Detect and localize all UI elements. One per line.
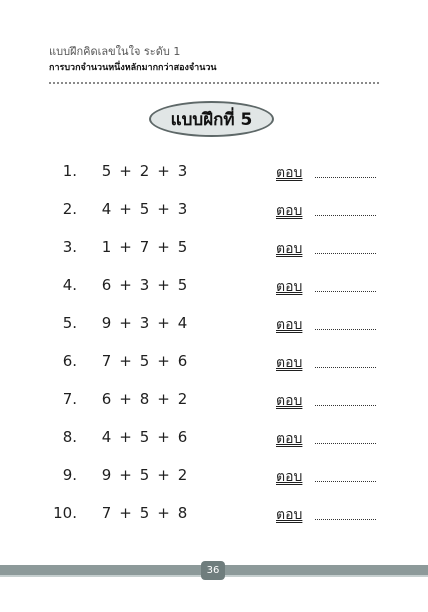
- operand: 5: [177, 276, 188, 294]
- operand: 7: [101, 352, 112, 370]
- problem-expression: [97, 314, 192, 332]
- problem-expression: [97, 466, 192, 484]
- problem-number: 4.: [62, 276, 77, 294]
- answer-label: ตอบ: [276, 203, 303, 219]
- problem-row: [0, 190, 428, 228]
- problem-number: 7.: [62, 390, 77, 408]
- problem-expression: [97, 162, 192, 180]
- operator: +: [119, 352, 132, 370]
- answer-label: ตอบ: [276, 431, 303, 447]
- operand: 3: [177, 200, 188, 218]
- problem-expression: [97, 428, 192, 446]
- operand: 6: [101, 276, 112, 294]
- operand: 9: [101, 466, 112, 484]
- answer-blank-line[interactable]: [315, 253, 376, 254]
- operator: +: [157, 200, 170, 218]
- problem-row: [0, 380, 428, 418]
- operand: 7: [101, 504, 112, 522]
- problem-expression: [97, 352, 192, 370]
- problem-expression: [97, 390, 192, 408]
- answer-blank-line[interactable]: [315, 443, 376, 444]
- operand: 7: [139, 238, 150, 256]
- answer-blank-line[interactable]: [315, 177, 376, 178]
- operand: 3: [139, 314, 150, 332]
- answer-blank-line[interactable]: [315, 215, 376, 216]
- operand: 4: [177, 314, 188, 332]
- answer-blank-line[interactable]: [315, 329, 376, 330]
- problem-row: [0, 342, 428, 380]
- problem-list: [0, 152, 428, 532]
- operator: +: [119, 428, 132, 446]
- operator: +: [157, 504, 170, 522]
- operator: +: [157, 352, 170, 370]
- answer-blank-line[interactable]: [315, 405, 376, 406]
- answer-blank-line[interactable]: [315, 367, 376, 368]
- problem-expression: [97, 238, 192, 256]
- operand: 2: [139, 162, 150, 180]
- problem-expression: [97, 200, 192, 218]
- problem-number: 6.: [62, 352, 77, 370]
- answer-label: ตอบ: [276, 393, 303, 409]
- problem-number: 1.: [62, 162, 77, 180]
- answer-label: ตอบ: [276, 469, 303, 485]
- worksheet-subtitle: การบวกจำนวนหนึ่งหลักมากกว่าสองจำนวน: [49, 63, 217, 73]
- operand: 3: [139, 276, 150, 294]
- operator: +: [119, 276, 132, 294]
- operator: +: [119, 466, 132, 484]
- problem-number: 5.: [62, 314, 77, 332]
- problem-row: [0, 494, 428, 532]
- operator: +: [157, 466, 170, 484]
- operator: +: [119, 238, 132, 256]
- answer-blank-line[interactable]: [315, 481, 376, 482]
- operand: 4: [101, 428, 112, 446]
- operator: +: [119, 162, 132, 180]
- answer-label: ตอบ: [276, 279, 303, 295]
- operand: 5: [101, 162, 112, 180]
- operator: +: [119, 200, 132, 218]
- operand: 5: [177, 238, 188, 256]
- problem-number: 2.: [62, 200, 77, 218]
- page-header: [49, 45, 379, 74]
- operator: +: [119, 504, 132, 522]
- operator: +: [157, 162, 170, 180]
- operand: 4: [101, 200, 112, 218]
- header-divider: [49, 82, 379, 84]
- problem-row: [0, 228, 428, 266]
- operand: 8: [177, 504, 188, 522]
- operand: 8: [139, 390, 150, 408]
- operand: 5: [139, 466, 150, 484]
- operand: 9: [101, 314, 112, 332]
- operand: 6: [177, 428, 188, 446]
- operand: 2: [177, 466, 188, 484]
- problem-row: [0, 152, 428, 190]
- operator: +: [119, 390, 132, 408]
- problem-row: [0, 304, 428, 342]
- operand: 5: [139, 504, 150, 522]
- answer-label: ตอบ: [276, 507, 303, 523]
- operand: 1: [101, 238, 112, 256]
- problem-expression: [97, 504, 192, 522]
- problem-row: [0, 418, 428, 456]
- answer-label: ตอบ: [276, 241, 303, 257]
- series-title: แบบฝึกคิดเลขในใจ ระดับ 1: [49, 45, 181, 58]
- operand: 5: [139, 352, 150, 370]
- operand: 3: [177, 162, 188, 180]
- problem-number: 8.: [62, 428, 77, 446]
- operand: 6: [177, 352, 188, 370]
- answer-blank-line[interactable]: [315, 291, 376, 292]
- operator: +: [157, 276, 170, 294]
- answer-label: ตอบ: [276, 165, 303, 181]
- operand: 2: [177, 390, 188, 408]
- operator: +: [157, 314, 170, 332]
- operand: 5: [139, 428, 150, 446]
- problem-number: 3.: [62, 238, 77, 256]
- exercise-title-badge: แบบฝึกที่ 5: [149, 101, 274, 137]
- problem-number: 9.: [62, 466, 77, 484]
- problem-number: 10.: [53, 504, 77, 522]
- answer-blank-line[interactable]: [315, 519, 376, 520]
- operand: 5: [139, 200, 150, 218]
- operator: +: [157, 390, 170, 408]
- operator: +: [157, 238, 170, 256]
- operand: 6: [101, 390, 112, 408]
- problem-row: [0, 456, 428, 494]
- problem-row: [0, 266, 428, 304]
- answer-label: ตอบ: [276, 317, 303, 333]
- page-number: 36: [201, 561, 225, 580]
- operator: +: [119, 314, 132, 332]
- answer-label: ตอบ: [276, 355, 303, 371]
- operator: +: [157, 428, 170, 446]
- problem-expression: [97, 276, 192, 294]
